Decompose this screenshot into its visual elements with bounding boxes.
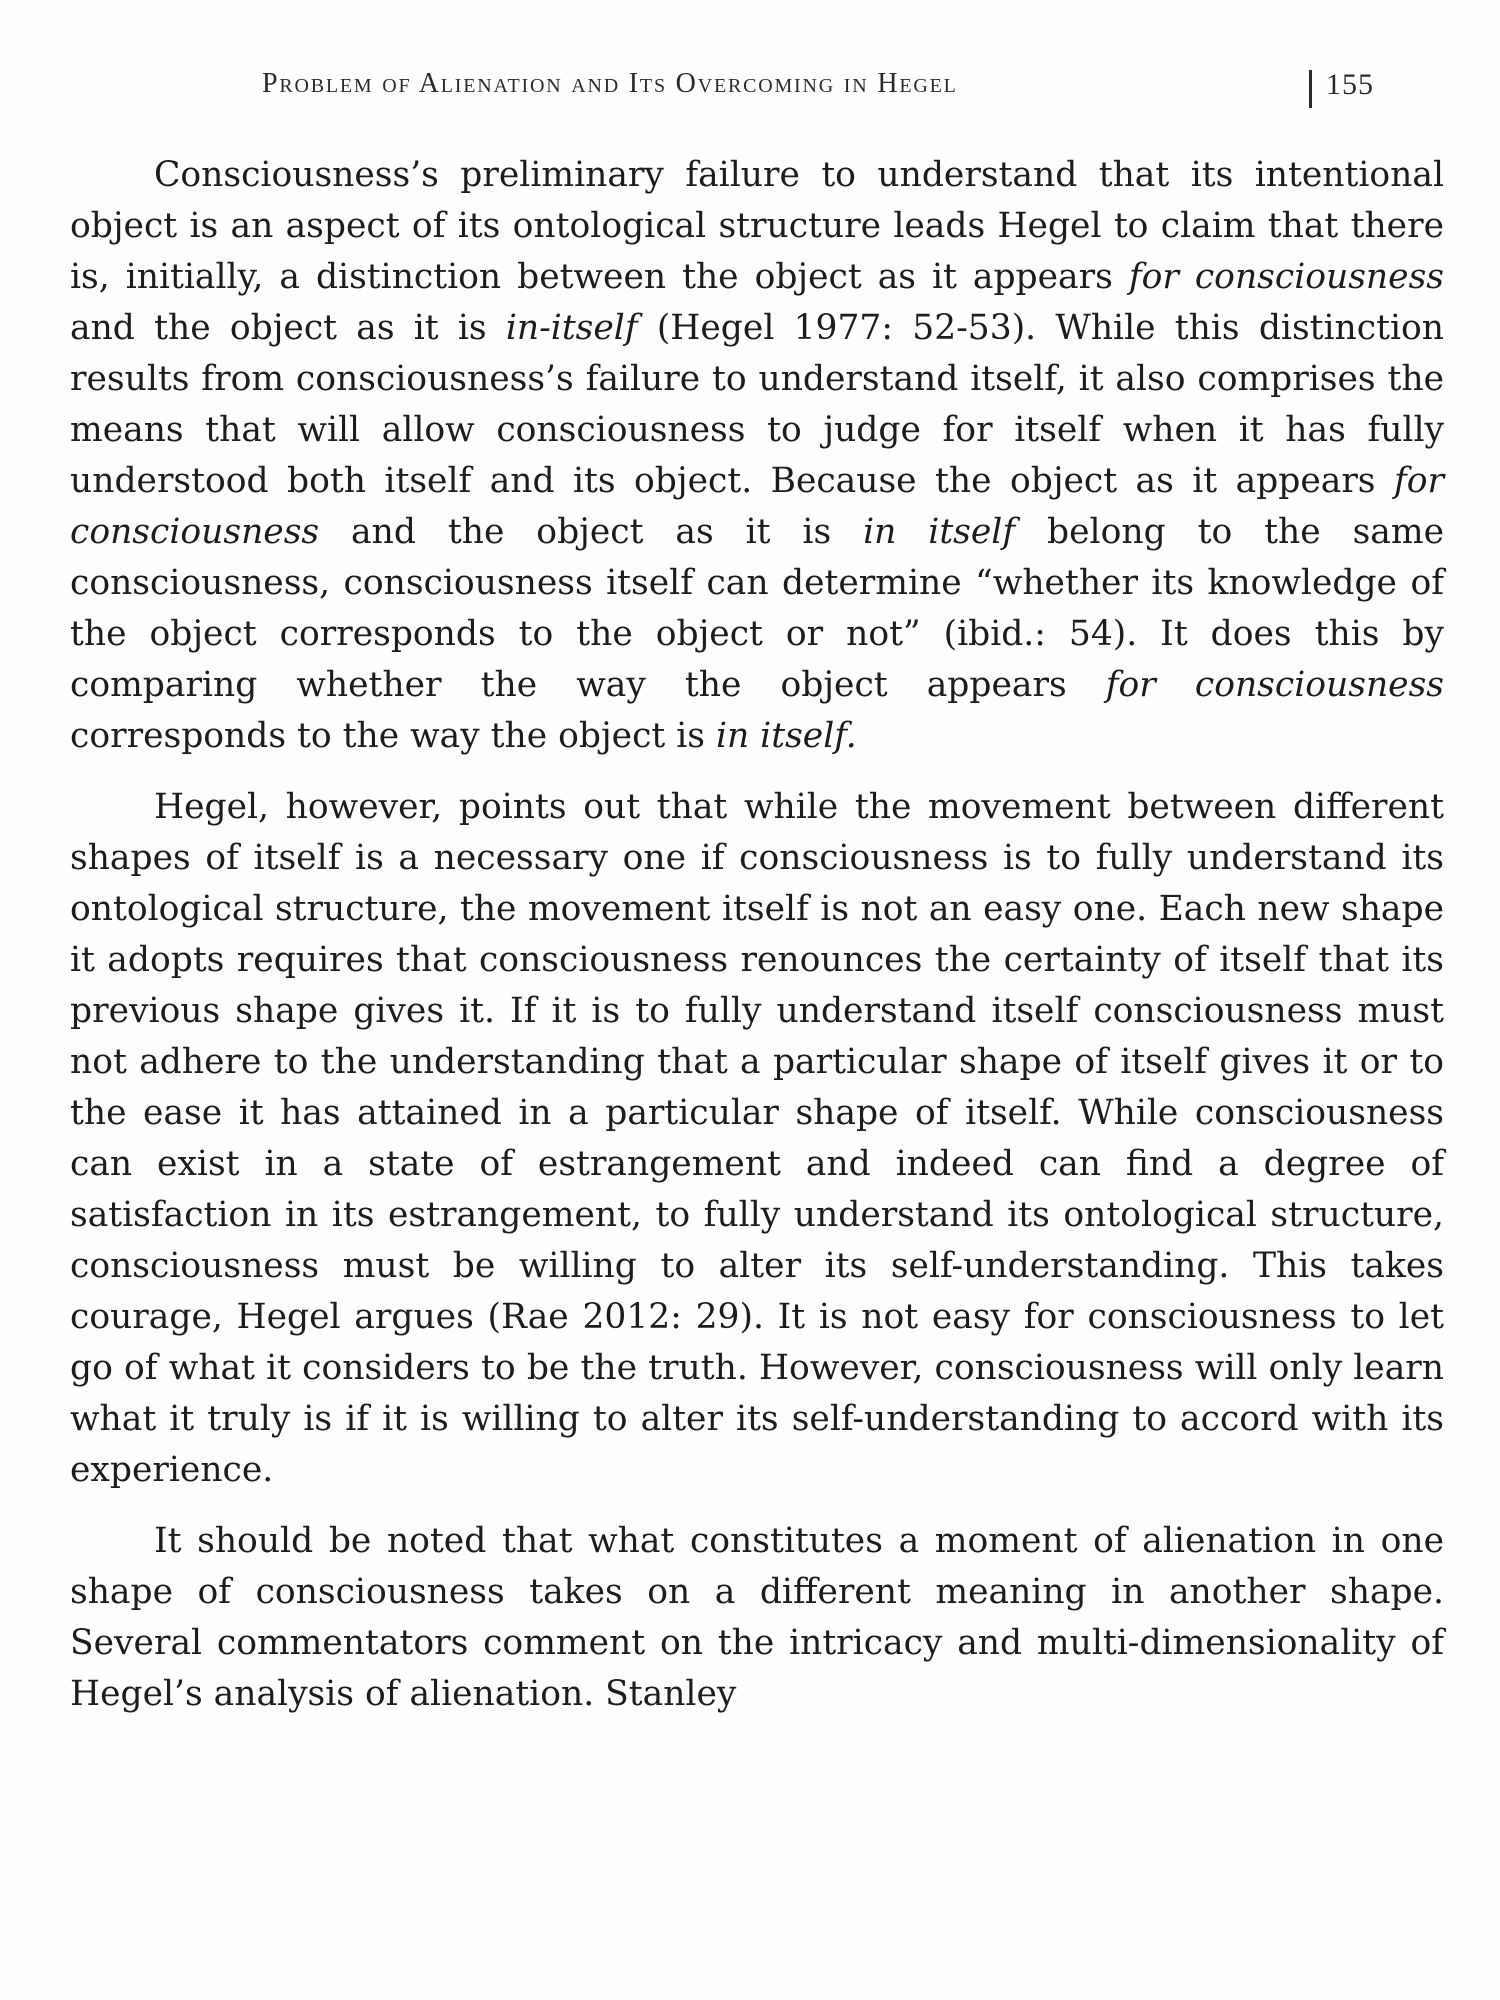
- text-run: and the object as it is: [70, 308, 506, 348]
- italic-text-run: in-itself: [505, 308, 638, 348]
- text-run: and the object as it is: [319, 512, 864, 552]
- text-run: Consciousness’s preliminary failure to understand that its intentional object is an aspect of its ontological structure leads Hegel to claim that there is, initially, a distinction between the object as it appears: [70, 155, 1444, 297]
- text-run: corresponds to the way the object is: [70, 716, 716, 756]
- body-text: [70, 150, 1444, 1720]
- italic-text-run: for consciousness: [1128, 257, 1444, 297]
- text-run: Hegel, however, points out that while the movement between different shapes of itself is a necessary one if consciousness is to fully understand its ontological structure, the movement itself is not an easy one. Each new shape it adopts requires that consciousness renounces the certainty of itself that its previous shape gives it. If it is to fully understand itself consciousness must not adhere to the understanding that a particular shape of itself gives it or to the ease it has attained in a particular shape of itself. While consciousness can exist in a state of estrangement and indeed can find a degree of satisfaction in its estrangement, to fully understand its ontological structure, consciousness must be willing to alter its self-understanding. This takes courage, Hegel argues (Rae 2012: 29). It is not easy for consciousness to let go of what it considers to be the truth. However, consciousness will only learn what it truly is if it is willing to alter its self-understanding to accord with its experience.: [70, 787, 1444, 1490]
- italic-text-run: in itself.: [715, 716, 857, 756]
- italic-text-run: for consciousness: [70, 461, 1444, 552]
- header-divider: [1309, 70, 1312, 108]
- paragraph: [70, 150, 1444, 762]
- text-run: belong to the same consciousness, consciousness itself can determine “whether its knowledge of the object corresponds to the object or not” (ibid.: 54). It does this by comparing whether the way the object appears: [70, 512, 1444, 705]
- text-run: It should be noted that what constitutes a moment of alienation in one shape of consciousness takes on a different meaning in another shape. Several commentators comment on the intricacy and multi-dimensionality of Hegel’s analysis of alienation. Stanley: [70, 1521, 1444, 1714]
- running-title: Problem of Alienation and Its Overcoming in Hegel: [262, 68, 958, 99]
- paragraph: [70, 1516, 1444, 1720]
- running-header: [262, 68, 1450, 118]
- paragraph: [70, 782, 1444, 1496]
- italic-text-run: in itself: [863, 512, 1016, 552]
- page-number: 155: [1326, 68, 1374, 101]
- text-run: (Hegel 1977: 52-53). While this distinction results from consciousness’s failure to understand itself, it also comprises the means that will allow consciousness to judge for itself when it has fully understood both itself and its object. Because the object as it appears: [70, 308, 1444, 501]
- italic-text-run: for consciousness: [1105, 665, 1444, 705]
